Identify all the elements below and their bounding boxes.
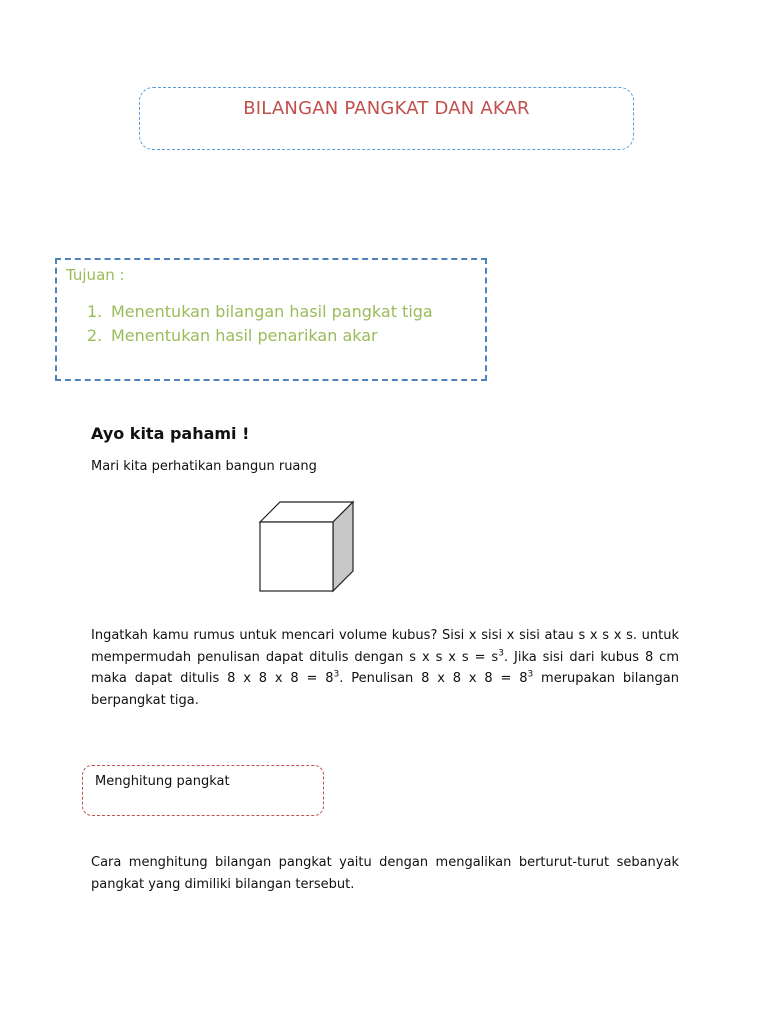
list-item-text: Menentukan bilangan hasil pangkat tiga — [111, 302, 433, 321]
exponent: 3 — [498, 648, 504, 659]
title-box — [139, 87, 634, 150]
page-title: BILANGAN PANGKAT DAN AKAR — [243, 98, 530, 119]
section-heading: Ayo kita pahami ! — [91, 424, 250, 443]
goals-box — [55, 258, 487, 381]
list-item-number: 1. — [87, 302, 103, 321]
goals-list — [87, 300, 433, 348]
list-item-text: Menentukan hasil penarikan akar — [111, 326, 378, 345]
list-item — [87, 300, 433, 324]
intro-text: Mari kita perhatikan bangun ruang — [91, 459, 317, 474]
section-box — [82, 765, 324, 816]
exponent: 3 — [527, 669, 534, 680]
cube-front-face — [260, 522, 333, 591]
cube-illustration — [255, 498, 359, 594]
paragraph-text: merupakan bilangan berpangkat tiga. — [91, 671, 679, 708]
section-title: Menghitung pangkat — [95, 774, 230, 789]
method-paragraph: Cara menghitung bilangan pangkat yaitu dengan mengalikan berturut-turut sebanyak pangkat yang dimiliki bilangan tersebut. — [91, 855, 679, 892]
list-item-number: 2. — [87, 326, 103, 345]
list-item — [87, 324, 433, 348]
paragraph-text: . Penulisan 8 x 8 x 8 = 8 — [339, 671, 528, 686]
exponent: 3 — [333, 669, 340, 680]
paragraph-text: . Jika sisi dari kubus 8 cm maka dapat ditulis 8 x 8 x 8 = 8 — [91, 649, 679, 686]
goals-label: Tujuan : — [66, 266, 125, 284]
paragraph-text: Ingatkah kamu rumus untuk mencari volume kubus? Sisi x sisi x sisi atau s x s x s. untuk mempermudah penulisan dapat ditulis dengan s x s x s = s — [91, 628, 679, 665]
volume-paragraph — [91, 625, 679, 711]
